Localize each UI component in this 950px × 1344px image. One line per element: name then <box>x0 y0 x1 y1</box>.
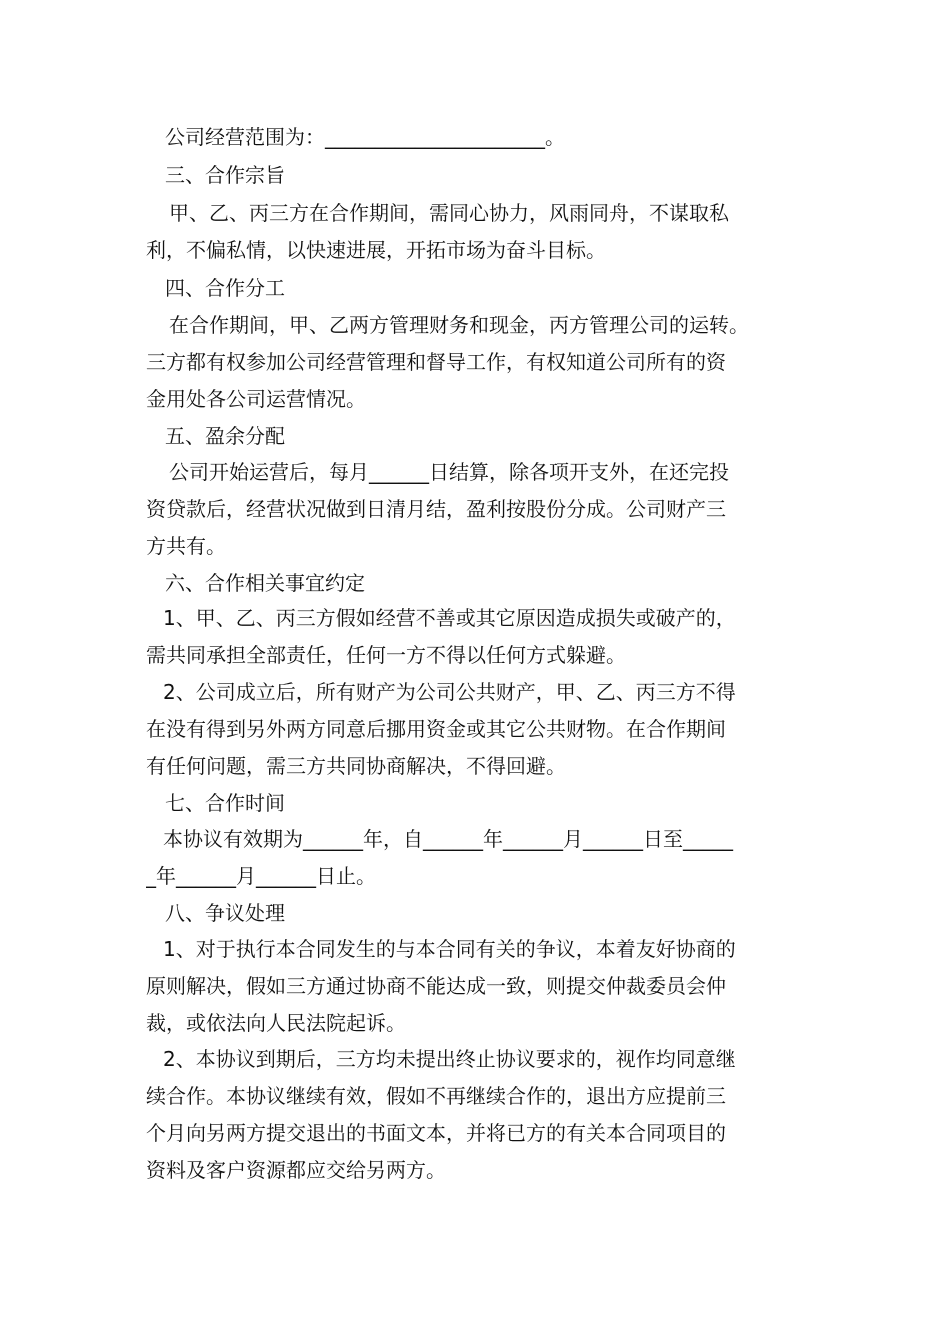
text-line: _年______月______日止。 <box>146 864 376 888</box>
text-line: 1、对于执行本合同发生的与本合同有关的争议，本着友好协商的 <box>163 937 736 961</box>
section-heading: 七、合作时间 <box>165 791 285 815</box>
text-line: 需共同承担全部责任，任何一方不得以任何方式躲避。 <box>146 643 626 667</box>
text-line: 在没有得到另外两方同意后挪用资金或其它公共财物。在合作期间 <box>146 717 726 741</box>
text-line: 裁，或依法向人民法院起诉。 <box>146 1011 406 1035</box>
section-heading: 五、盈余分配 <box>165 424 285 448</box>
text-line: 1、甲、乙、丙三方假如经营不善或其它原因造成损失或破产的， <box>163 606 736 630</box>
section-heading: 三、合作宗旨 <box>165 163 285 187</box>
text-line: 2、公司成立后，所有财产为公司公共财产，甲、乙、丙三方不得 <box>163 680 736 704</box>
text-line: 甲、乙、丙三方在合作期间，需同心协力，风雨同舟，不谋取私 <box>169 201 729 225</box>
text-line: 资贷款后，经营状况做到日清月结，盈利按股份分成。公司财产三 <box>146 497 726 521</box>
section-heading: 六、合作相关事宜约定 <box>165 571 365 595</box>
text-line: 方共有。 <box>146 534 226 558</box>
text-line: 利，不偏私情，以快速进展，开拓市场为奋斗目标。 <box>146 238 606 262</box>
text-line: 三方都有权参加公司经营管理和督导工作，有权知道公司所有的资 <box>146 350 726 374</box>
text-line: 个月向另两方提交退出的书面文本，并将已方的有关本合同项目的 <box>146 1121 726 1145</box>
text-line: 原则解决，假如三方通过协商不能达成一致，则提交仲裁委员会仲 <box>146 974 726 998</box>
section-heading: 八、争议处理 <box>165 901 285 925</box>
text-line: 有任何问题，需三方共同协商解决，不得回避。 <box>146 754 566 778</box>
text-line: 续合作。本协议继续有效，假如不再继续合作的，退出方应提前三 <box>146 1084 726 1108</box>
text-line: 在合作期间，甲、乙两方管理财务和现金，丙方管理公司的运转。 <box>169 313 749 337</box>
text-line: 资料及客户资源都应交给另两方。 <box>146 1158 446 1182</box>
text-line: 本协议有效期为______年，自______年______月______日至_____ <box>163 827 733 851</box>
text-line: 公司经营范围为：______________________。 <box>165 125 565 149</box>
text-line: 金用处各公司运营情况。 <box>146 387 366 411</box>
text-line: 2、本协议到期后，三方均未提出终止协议要求的，视作均同意继 <box>163 1047 736 1071</box>
text-line: 公司开始运营后，每月______日结算，除各项开支外，在还完投 <box>169 460 729 484</box>
section-heading: 四、合作分工 <box>165 276 285 300</box>
